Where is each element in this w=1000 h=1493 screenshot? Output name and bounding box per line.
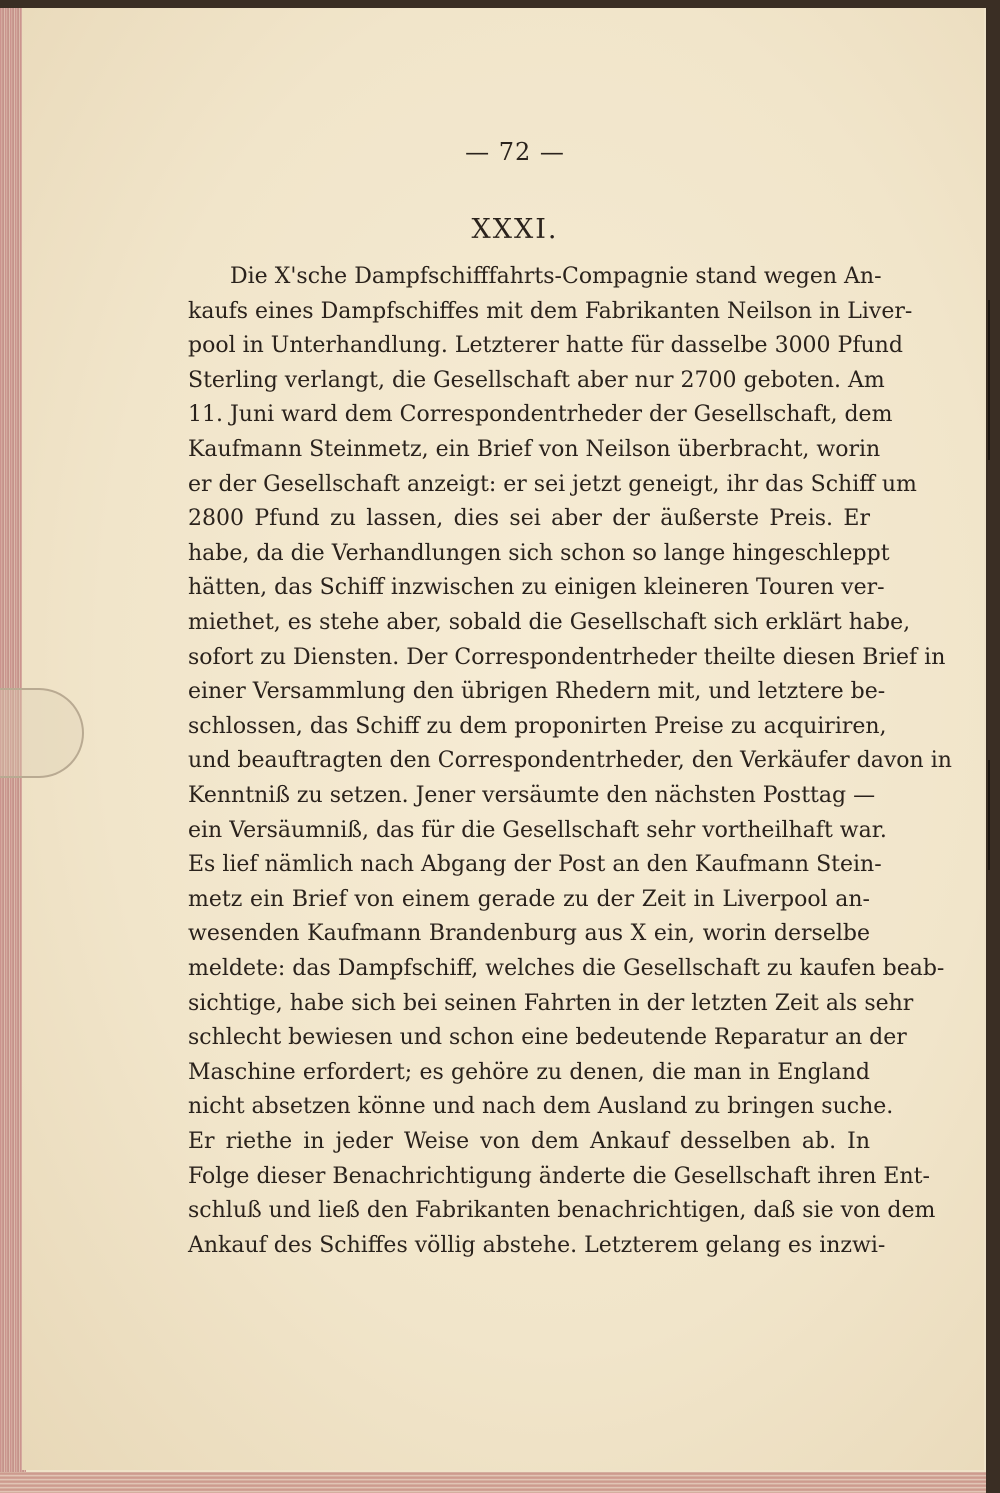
text-line: Maschine erfordert; es gehöre zu denen, die man in England <box>188 1059 870 1085</box>
text-line: wesenden Kaufmann Brandenburg aus X ein, worin derselbe <box>188 921 870 947</box>
text-line: Folge dieser Benachrichtigung änderte die Gesellschaft ihren Ent- <box>188 1163 930 1189</box>
margin-mark <box>988 760 990 870</box>
text-line: pool in Unterhandlung. Letzterer hatte für dasselbe 3000 Pfund <box>188 333 903 359</box>
text-line: 2800 Pfund zu lassen, dies sei aber der äußerste Preis. Er <box>188 506 870 532</box>
text-line: Er riethe in jeder Weise von dem Ankauf desselben ab. In <box>188 1129 870 1154</box>
text-line: sichtige, habe sich bei seinen Fahrten in der letzten Zeit als sehr <box>188 990 914 1016</box>
text-line: kaufs eines Dampfschiffes mit dem Fabrikanten Neilson in Liver- <box>188 298 913 324</box>
text-line: metz ein Brief von einem gerade zu der Zeit in Liverpool an- <box>188 886 870 912</box>
text-line: Kenntniß zu setzen. Jener versäumte den nächsten Posttag — <box>188 783 876 808</box>
text-line: schluß und ließ den Fabrikanten benachrichtigen, daß sie von dem <box>188 1198 936 1224</box>
text-line: ein Versäumniß, das für die Gesellschaft sehr vortheilhaft war. <box>188 817 887 843</box>
page-number: — 72 — <box>465 138 565 166</box>
text-line: 11. Juni ward dem Correspondentrheder der Gesellschaft, dem <box>188 402 893 428</box>
page-bottom-edge <box>0 1472 986 1493</box>
text-line: Die X'sche Dampfschifffahrts-Compagnie stand wegen An- <box>230 264 882 289</box>
text-line: sofort zu Diensten. Der Correspondentrheder theilte diesen Brief in <box>188 644 946 670</box>
margin-mark <box>988 300 990 460</box>
text-line: hätten, das Schiff inzwischen zu einigen kleineren Touren ver- <box>188 575 885 601</box>
text-line: habe, da die Verhandlungen sich schon so lange hingeschleppt <box>188 540 890 566</box>
text-line: schlossen, das Schiff zu dem proponirten Preise zu acquiriren, <box>188 713 887 739</box>
text-line: einer Versammlung den übrigen Rhedern mit, und letztere be- <box>188 679 886 705</box>
text-line: miethet, es stehe aber, sobald die Gesellschaft sich erklärt habe, <box>188 610 911 635</box>
text-line: Ankauf des Schiffes völlig abstehe. Letzterem gelang es inzwi- <box>188 1232 886 1258</box>
text-line: meldete: das Dampfschiff, welches die Gesellschaft zu kaufen beab- <box>188 956 945 981</box>
text-line: nicht absetzen könne und nach dem Ausland zu bringen suche. <box>188 1094 894 1120</box>
text-line: schlecht bewiesen und schon eine bedeutende Reparatur an der <box>188 1025 907 1051</box>
text-line: Es lief nämlich nach Abgang der Post an den Kaufmann Stein- <box>188 852 882 878</box>
text-line: er der Gesellschaft anzeigt: er sei jetzt geneigt, ihr das Schiff um <box>188 471 917 497</box>
chapter-title: XXXI. <box>471 214 559 245</box>
text-line: und beauftragten den Correspondentrheder, den Verkäufer davon in <box>188 748 952 774</box>
text-line: Sterling verlangt, die Gesellschaft aber nur 2700 geboten. Am <box>188 367 885 393</box>
text-line: Kaufmann Steinmetz, ein Brief von Neilson überbracht, worin <box>188 437 881 462</box>
